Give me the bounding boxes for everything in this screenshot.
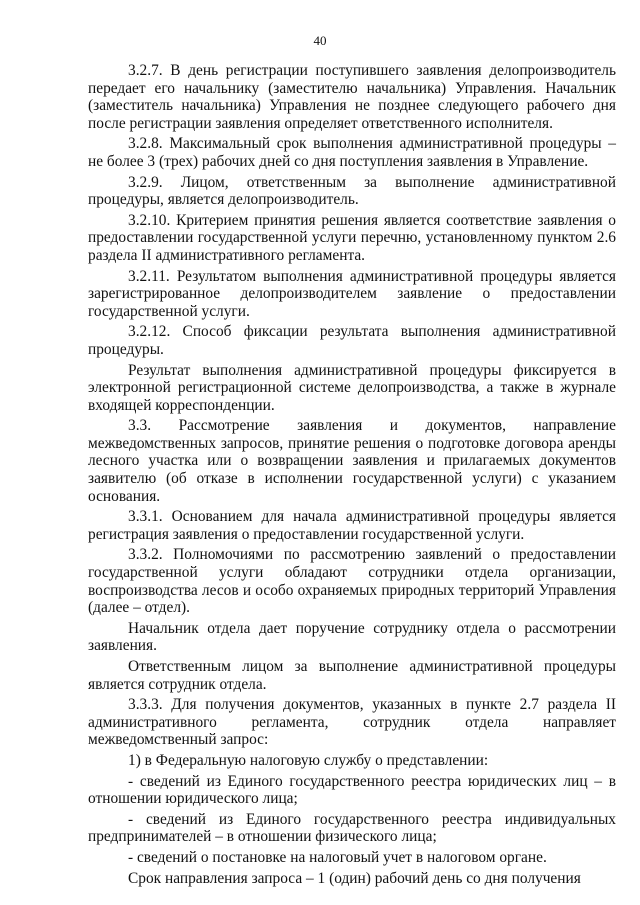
paragraph-3-2-12: 3.2.12. Способ фиксации результата выполнения административной процедуры. [88,323,616,358]
page-number: 40 [313,33,327,48]
paragraph-3-3-1: 3.3.1. Основанием для начала административной процедуры является регистрация заявления о предоставлении государственной услуги. [88,508,616,543]
document-body [88,62,616,890]
paragraph-request-deadline: Срок направления запроса – 1 (один) рабочий день со дня получения [128,869,581,887]
paragraph-responsible-person: Ответственным лицом за выполнение административной процедуры является сотрудник отдела. [88,658,616,693]
list-item-legal-entities: - сведений из Единого государственного реестра юридических лиц – в отношении юридического лица; [88,772,616,808]
paragraph-3-2-10: 3.2.10. Критерием принятия решения является соответствие заявления о предоставлении государственной услуги перечню, установленному пунктом 2.6 раздела II административного регламента. [88,211,616,264]
paragraph-3-2-8: 3.2.8. Максимальный срок выполнения административной процедуры – не более 3 (трех) рабочих дней со дня поступления заявления в Управление. [88,135,616,170]
paragraph-3-3-2: 3.3.2. Полномочиями по рассмотрению заявлений о предоставлении государственной услуги обладают сотрудники отдела организации, воспроизводства лесов и особо охраняемых природных территорий Управления (далее – отдел). [88,546,616,617]
paragraph-3-3: 3.3. Рассмотрение заявления и документов, направление межведомственных запросов, принятие решения о подготовке договора аренды лесного участка или о возвращении заявления и прилагаемых документов заявителю (об отказе в исполнении государственной услуги) с указанием основания. [88,417,616,505]
paragraph-head-instruction: Начальник отдела дает поручение сотруднику отдела о рассмотрении заявления. [88,619,616,655]
paragraph-result-fixation: Результат выполнения административной процедуры фиксируется в электронной регистрационной системе делопроизводства, а также в журнале входящей корреспонденции. [88,361,616,414]
list-item-tax-service: 1) в Федеральную налоговую службу о представлении: [128,751,489,769]
paragraph-3-2-7: 3.2.7. В день регистрации поступившего заявления делопроизводитель передает его начальнику (заместителю начальника) Управления. Начальник (заместитель начальника) Управления не позднее следующего рабочего дня после регистрации заявления определяет ответственного исполнителя. [88,62,616,132]
paragraph-3-3-3: 3.3.3. Для получения документов, указанных в пункте 2.7 раздела II административного регламента, сотрудник отдела направляет межведомственный запрос: [88,696,616,749]
paragraph-3-2-9: 3.2.9. Лицом, ответственным за выполнение административной процедуры, является делопроизводитель. [88,173,616,209]
paragraph-3-2-11: 3.2.11. Результатом выполнения административной процедуры является зарегистрированное делопроизводителем заявление о предоставлении государственной услуги. [88,267,616,320]
list-item-entrepreneurs: - сведений из Единого государственного реестра индивидуальных предпринимателей – в отношении физического лица; [88,810,616,846]
list-item-tax-registration: - сведений о постановке на налоговый учет в налоговом органе. [128,848,547,866]
